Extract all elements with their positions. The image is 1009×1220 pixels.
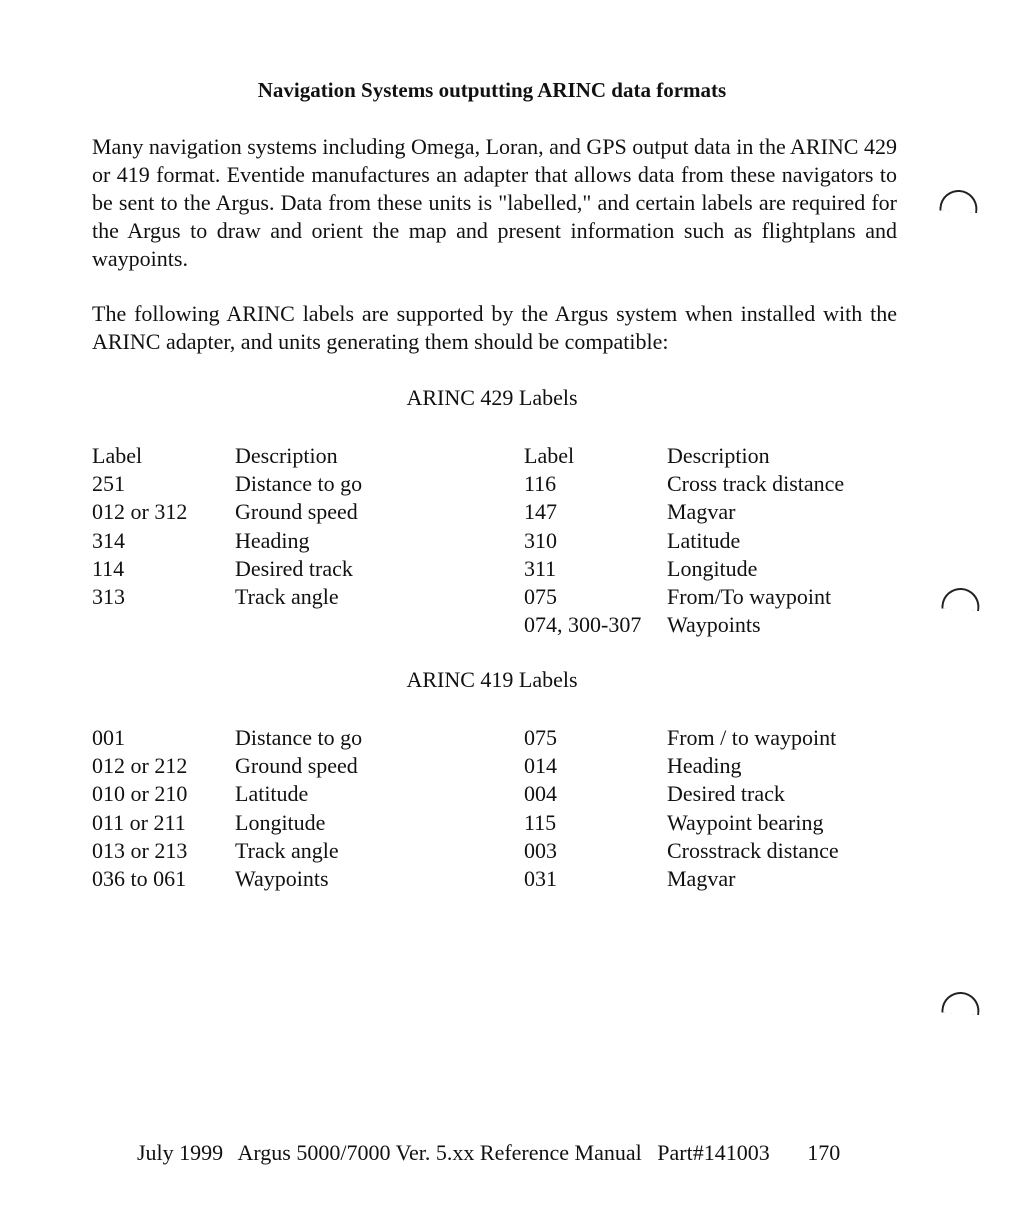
arinc-419-table	[92, 724, 892, 893]
table-cell: 075	[524, 725, 557, 750]
intro-paragraph: Many navigation systems including Omega, Loran, and GPS output data in the ARINC 429 or 419 format. Eventide manufactures an adapter that allows data from these navigators to be sent to the Argus. Data from these units is "labelled," and certain labels are required for the Argus to draw and orient the map and present information such as flightplans and waypoints.	[92, 134, 897, 271]
table-cell: 314	[92, 527, 125, 553]
table-cell: 031	[524, 865, 557, 891]
table-cell: 004	[524, 781, 557, 807]
table-cell: 114	[92, 555, 125, 581]
table-cell: Longitude	[667, 555, 758, 581]
table-cell: From / to waypoint	[667, 725, 837, 750]
binder-hole-mark	[941, 587, 980, 612]
table-row	[92, 752, 892, 780]
footer-part-number: Part#141003	[657, 1140, 770, 1165]
table-cell: Desired track	[667, 781, 785, 807]
table-cell: Label	[524, 443, 575, 468]
table-row	[92, 724, 892, 752]
table-cell: Ground speed	[235, 753, 358, 779]
table-cell: From/To waypoint	[667, 583, 832, 609]
table-row	[92, 611, 892, 639]
table-cell: 116	[524, 471, 557, 497]
table-cell: 003	[524, 837, 557, 863]
table-cell: Magvar	[667, 865, 736, 891]
table-cell: Distance to go	[235, 471, 363, 497]
table-row	[92, 809, 892, 837]
table-cell: Crosstrack distance	[667, 837, 839, 863]
table-cell: 010 or 210	[92, 781, 188, 807]
table-cell: Waypoints	[667, 612, 761, 638]
table-cell: 310	[524, 527, 557, 553]
table-cell: 074, 300-307	[524, 612, 642, 638]
table-row	[92, 865, 892, 893]
table-cell: Label	[92, 443, 143, 468]
table-cell: 001	[92, 725, 125, 750]
footer-manual-title: Argus 5000/7000 Ver. 5.xx Reference Manual	[237, 1140, 642, 1165]
table-row	[92, 527, 892, 555]
table-row	[92, 837, 892, 865]
table-cell: 013 or 213	[92, 837, 188, 863]
table-cell: Track angle	[235, 583, 339, 609]
arinc-429-table	[92, 442, 892, 639]
table-cell: Cross track distance	[667, 471, 845, 497]
supported-labels-paragraph: The following ARINC labels are supported by the Argus system when installed with the ARINC adapter, and units generating them should be compatible:	[92, 301, 897, 354]
table-cell: 075	[524, 583, 557, 609]
binder-hole-mark	[941, 991, 980, 1016]
page-number: 170	[807, 1140, 841, 1165]
table-cell: 115	[524, 809, 557, 835]
table-cell: Desired track	[235, 555, 353, 581]
table-cell: Heading	[667, 753, 742, 779]
table-cell: Track angle	[235, 837, 339, 863]
table-cell: Magvar	[667, 499, 736, 525]
arinc-419-title: ARINC 419 Labels	[406, 667, 578, 692]
table-cell: Longitude	[235, 809, 326, 835]
table-cell	[92, 611, 235, 639]
binder-hole-mark	[939, 189, 978, 214]
table-cell: 313	[92, 583, 125, 609]
table-cell: Distance to go	[235, 725, 363, 750]
page-footer	[137, 1140, 840, 1166]
table-cell: Latitude	[235, 781, 309, 807]
table-cell: Latitude	[667, 527, 741, 553]
table-cell: 036 to 061	[92, 865, 187, 891]
table-cell: Heading	[235, 527, 310, 553]
table-cell: Ground speed	[235, 499, 358, 525]
table-cell: 011 or 211	[92, 809, 186, 835]
table-row	[92, 498, 892, 526]
table-row	[92, 780, 892, 808]
table-cell: 012 or 212	[92, 753, 188, 779]
table-cell: Description	[235, 443, 338, 468]
table-row	[92, 583, 892, 611]
table-cell: 251	[92, 471, 125, 497]
table-cell: 014	[524, 753, 557, 779]
table-cell	[235, 611, 524, 639]
page-title: Navigation Systems outputting ARINC data formats	[257, 78, 727, 102]
table-cell: 147	[524, 499, 557, 525]
arinc-429-title: ARINC 429 Labels	[406, 385, 578, 410]
table-cell: Waypoints	[235, 865, 329, 891]
table-row	[92, 555, 892, 583]
table-cell: 012 or 312	[92, 499, 188, 525]
footer-date: July 1999	[137, 1140, 224, 1165]
table-cell: Description	[667, 443, 770, 468]
table-header-row	[92, 442, 892, 470]
table-row	[92, 470, 892, 498]
table-cell: 311	[524, 555, 557, 581]
table-cell: Waypoint bearing	[667, 809, 824, 835]
